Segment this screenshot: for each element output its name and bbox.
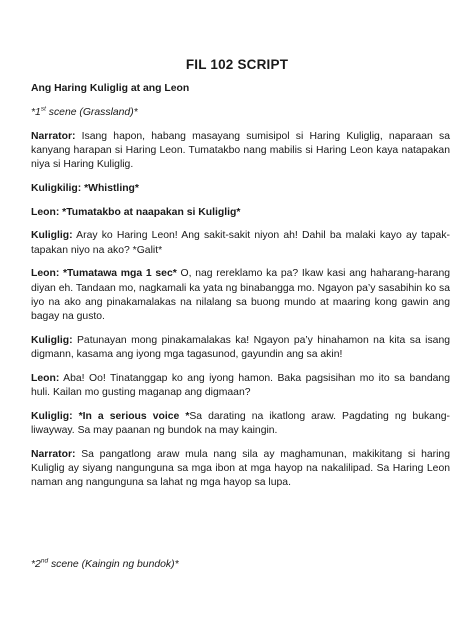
script-body bbox=[31, 82, 450, 500]
scene-suffix: scene (Grassland)* bbox=[45, 106, 138, 118]
page-title: FIL 102 SCRIPT bbox=[185, 57, 289, 72]
speaker-name: Leon: bbox=[31, 372, 60, 384]
dialogue-text: Sa darating na ikatlong araw. Pagdating ng bukang-liwayway. Sa may paanan ng bundok na may kaingin. bbox=[31, 410, 450, 436]
dialogue-text: O, nag rereklamo ka pa? Ikaw kasi ang haharang-harang diyan eh. Tandaan mo, nagkamali ka yata ng binabangga mo. Ngayon pa’y sasabihin ko sa iyo na ako ang pinakamalakas na nilalang sa buong mundo at maaring kong gawin ang bagay na gusto. bbox=[31, 268, 450, 322]
dialogue-line-2 bbox=[31, 182, 450, 196]
dialogue-line-8 bbox=[31, 410, 450, 438]
speaker-name: Kuligkilig: bbox=[31, 182, 82, 194]
dialogue-line-1 bbox=[31, 130, 450, 173]
story-title: Ang Haring Kuliglig at ang Leon bbox=[31, 83, 190, 94]
scene-ordinal: nd bbox=[40, 557, 49, 565]
dialogue-text: Isang hapon, habang masayang sumisipol si Haring Kuliglig, naparaan sa kanyang harapan si Haring Leon. Tumatakbo nang mabilis si Haring Leon kaya natapakan niya si Haring Kuliglig. bbox=[31, 130, 450, 170]
stage-direction: *In a serious voice * bbox=[72, 410, 190, 422]
dialogue-text: Sa pangatlong araw mula nang sila ay maghamunan, makikitang si haring Kuliglig ay siyang nangunguna sa mga ibon at mga hayop na nakalilipad. Sa Haring Leon naman ang nangunguna sa lahat ng mga hayop sa lupa. bbox=[31, 448, 450, 489]
dialogue-line-7 bbox=[31, 372, 450, 400]
scene-ordinal: st bbox=[40, 105, 46, 113]
dialogue-text: Aba! Oo! Tinatanggap ko ang iyong hamon. Baka pagsisihan mo ito sa bandang huli. Kailan mo gusting maganap ang digmaan? bbox=[31, 372, 450, 398]
scene-suffix: scene (Kaingin ng bundok)* bbox=[48, 559, 179, 570]
stage-direction: *Whistling* bbox=[81, 182, 139, 194]
scene-heading-2 bbox=[31, 559, 179, 570]
speaker-name: Kuliglig: bbox=[31, 230, 73, 242]
speaker-name: Leon: bbox=[31, 206, 60, 218]
stage-direction: *Tumatawa mga 1 sec* bbox=[59, 268, 177, 280]
speaker-name: Narrator: bbox=[31, 448, 76, 460]
scene-prefix: *1 bbox=[31, 106, 41, 118]
scene-prefix: *2 bbox=[31, 559, 41, 570]
speaker-name: Narrator: bbox=[31, 130, 76, 142]
scene-heading-1 bbox=[31, 106, 450, 120]
speaker-name: Kuliglig: bbox=[31, 410, 73, 422]
stage-direction: *Tumatakbo at naapakan si Kuliglig* bbox=[59, 206, 241, 218]
speaker-name: Kuliglig: bbox=[31, 334, 73, 346]
dialogue-line-4 bbox=[31, 229, 450, 257]
dialogue-line-9 bbox=[31, 448, 450, 491]
dialogue-line-6 bbox=[31, 334, 450, 362]
dialogue-line-5 bbox=[31, 267, 450, 324]
speaker-name: Leon: bbox=[31, 268, 60, 280]
dialogue-line-3 bbox=[31, 206, 450, 220]
dialogue-text: Patunayan mong pinakamalakas ka! Ngayon pa’y hinahamon na kita sa isang digmann, kasama ang iyong mga tagasunod, gayundin ang sa akin! bbox=[31, 334, 450, 360]
dialogue-text: Aray ko Haring Leon! Ang sakit-sakit niyon ah! Dahil ba malaki kayo ay tapak-tapakan niyo na ako? *Galit* bbox=[31, 230, 450, 256]
